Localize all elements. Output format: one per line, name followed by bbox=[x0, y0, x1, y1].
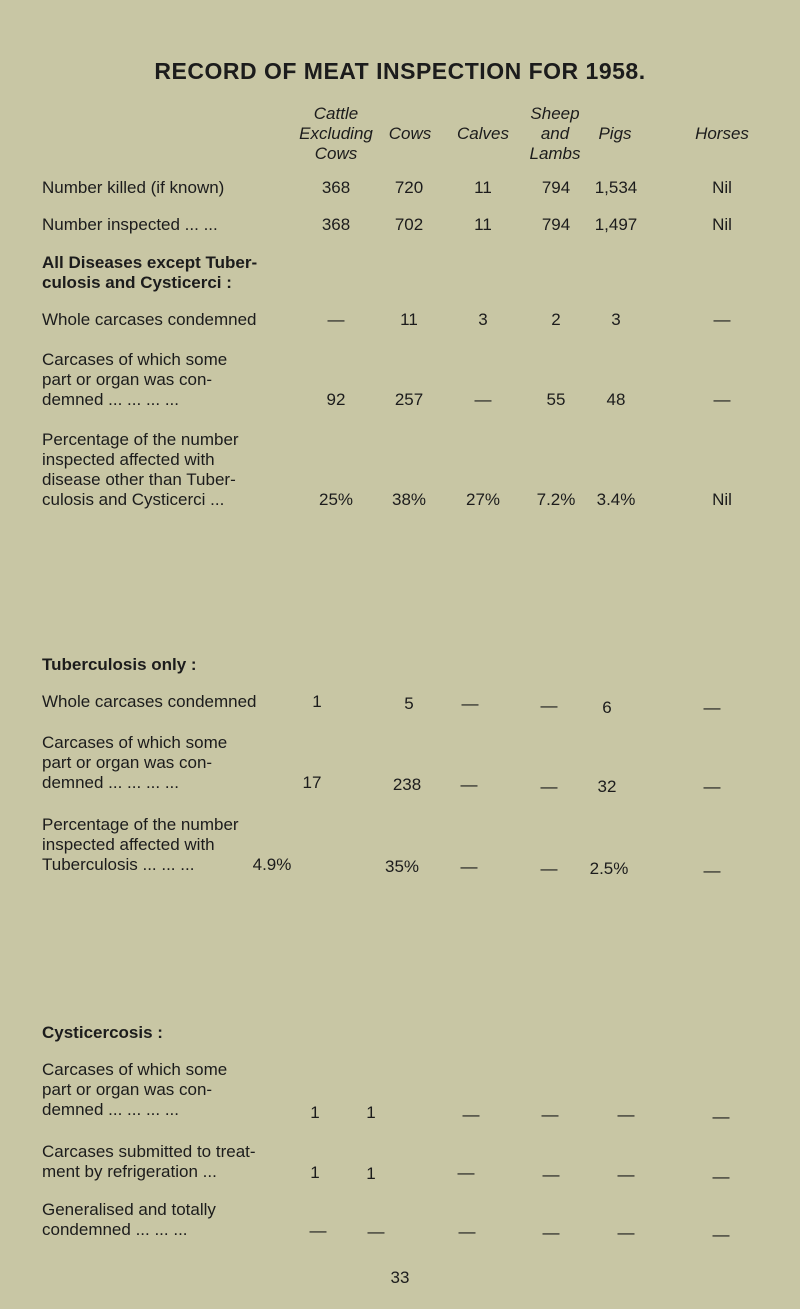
cell-cyst-gen-cows: — bbox=[367, 1222, 385, 1241]
cell-tb-pct-pigs: 2.5% bbox=[589, 859, 629, 878]
cell-cyst-gen-sheep: — bbox=[542, 1223, 560, 1242]
cell-tb-pct-cattle: 4.9% bbox=[252, 855, 292, 874]
cell-tb-whole-pigs: 6 bbox=[602, 698, 612, 717]
cell-inspected-sheep: 794 bbox=[541, 215, 571, 234]
cell-pct-calves: 27% bbox=[465, 490, 501, 509]
cell-pct-cattle: 25% bbox=[318, 490, 354, 509]
cell-killed-pigs: 1,534 bbox=[594, 178, 638, 197]
cell-part-horses: — bbox=[713, 390, 731, 409]
cell-tb-whole-sheep: — bbox=[540, 696, 558, 715]
page-number: 33 bbox=[390, 1268, 410, 1287]
cell-tb-part-calves: — bbox=[460, 775, 478, 794]
cell-killed-cattle: 368 bbox=[321, 178, 351, 197]
section-heading-cysticercosis: Cysticercosis : bbox=[42, 1023, 163, 1042]
page-title: RECORD OF MEAT INSPECTION FOR 1958. bbox=[154, 58, 646, 84]
row-label-percentage-other: Percentage of the number inspected affected with disease other than Tuber- culosis and Cysticerci ... bbox=[42, 430, 239, 509]
cell-cyst-part-cows: 1 bbox=[366, 1103, 376, 1122]
cell-part-calves: — bbox=[474, 390, 492, 409]
cell-tb-whole-cows: 5 bbox=[404, 694, 414, 713]
row-label-number-inspected: Number inspected ... ... bbox=[42, 215, 218, 234]
cell-cyst-refrig-horses: — bbox=[712, 1167, 730, 1186]
cell-killed-calves: 11 bbox=[474, 178, 492, 197]
row-label-cyst-generalised: Generalised and totally condemned ... ... ... bbox=[42, 1200, 216, 1239]
column-header-cows: Cows bbox=[388, 124, 432, 143]
row-label-number-killed: Number killed (if known) bbox=[42, 178, 225, 197]
cell-inspected-horses: Nil bbox=[712, 215, 732, 234]
cell-tb-pct-horses: — bbox=[703, 861, 721, 880]
column-header-cattle: Cattle Excluding Cows bbox=[299, 104, 373, 163]
cell-pct-pigs: 3.4% bbox=[596, 490, 636, 509]
row-label-cyst-refrigeration: Carcases submitted to treat- ment by refrigeration ... bbox=[42, 1142, 256, 1181]
cell-inspected-cattle: 368 bbox=[321, 215, 351, 234]
row-label-tb-whole: Whole carcases condemned bbox=[42, 692, 257, 711]
cell-cyst-part-calves: — bbox=[462, 1105, 480, 1124]
cell-cyst-part-pigs: — bbox=[617, 1105, 635, 1124]
column-header-sheep: Sheep and Lambs bbox=[529, 104, 581, 163]
cell-inspected-pigs: 1,497 bbox=[594, 215, 638, 234]
cell-pct-horses: Nil bbox=[712, 490, 732, 509]
cell-cyst-gen-horses: — bbox=[712, 1225, 730, 1244]
column-header-horses: Horses bbox=[695, 124, 749, 143]
cell-part-sheep: 55 bbox=[546, 390, 566, 409]
cell-tb-whole-cattle: 1 bbox=[312, 692, 322, 711]
cell-whole-cows: 11 bbox=[400, 310, 418, 329]
cell-whole-calves: 3 bbox=[478, 310, 488, 329]
cell-tb-part-horses: — bbox=[703, 777, 721, 796]
cell-cyst-gen-calves: — bbox=[458, 1222, 476, 1241]
cell-cyst-part-horses: — bbox=[712, 1107, 730, 1126]
cell-tb-whole-horses: — bbox=[703, 698, 721, 717]
section-heading-all-diseases: All Diseases except Tuber- culosis and Cysticerci : bbox=[42, 253, 258, 292]
cell-inspected-cows: 702 bbox=[394, 215, 424, 234]
cell-tb-part-cattle: 17 bbox=[302, 773, 322, 792]
row-label-tb-part: Carcases of which some part or organ was con- demned ... ... ... ... bbox=[42, 733, 228, 792]
row-label-cyst-part: Carcases of which some part or organ was con- demned ... ... ... ... bbox=[42, 1060, 228, 1119]
cell-killed-sheep: 794 bbox=[541, 178, 571, 197]
cell-killed-cows: 720 bbox=[394, 178, 424, 197]
cell-pct-cows: 38% bbox=[391, 490, 427, 509]
cell-tb-pct-sheep: — bbox=[540, 859, 558, 878]
cell-tb-pct-cows: 35% bbox=[384, 857, 420, 876]
cell-part-cows: 257 bbox=[394, 390, 424, 409]
cell-cyst-gen-pigs: — bbox=[617, 1223, 635, 1242]
cell-whole-pigs: 3 bbox=[611, 310, 621, 329]
cell-inspected-calves: 11 bbox=[474, 215, 492, 234]
cell-cyst-part-cattle: 1 bbox=[310, 1103, 320, 1122]
cell-part-pigs: 48 bbox=[606, 390, 626, 409]
cell-cyst-refrig-pigs: — bbox=[617, 1165, 635, 1184]
cell-killed-horses: Nil bbox=[712, 178, 732, 197]
cell-whole-horses: — bbox=[713, 310, 731, 329]
cell-tb-pct-calves: — bbox=[460, 857, 478, 876]
cell-tb-part-cows: 238 bbox=[392, 775, 422, 794]
cell-tb-part-pigs: 32 bbox=[597, 777, 617, 796]
cell-cyst-gen-cattle: — bbox=[309, 1221, 327, 1240]
column-header-calves: Calves bbox=[457, 124, 509, 143]
section-heading-tuberculosis: Tuberculosis only : bbox=[42, 655, 197, 674]
row-label-whole-condemned: Whole carcases condemned bbox=[42, 310, 257, 329]
row-label-tb-percentage: Percentage of the number inspected affected with Tuberculosis ... ... ... bbox=[42, 815, 239, 874]
column-header-pigs: Pigs bbox=[598, 124, 632, 143]
row-label-part-condemned: Carcases of which some part or organ was con- demned ... ... ... ... bbox=[42, 350, 228, 409]
cell-part-cattle: 92 bbox=[326, 390, 346, 409]
cell-tb-part-sheep: — bbox=[540, 777, 558, 796]
cell-cyst-refrig-sheep: — bbox=[542, 1165, 560, 1184]
cell-cyst-refrig-cows: 1 bbox=[366, 1164, 376, 1183]
cell-cyst-refrig-calves: — bbox=[457, 1163, 475, 1182]
cell-pct-sheep: 7.2% bbox=[536, 490, 576, 509]
cell-cyst-part-sheep: — bbox=[541, 1105, 559, 1124]
cell-whole-sheep: 2 bbox=[551, 310, 561, 329]
cell-whole-cattle: — bbox=[327, 310, 345, 329]
cell-tb-whole-calves: — bbox=[461, 694, 479, 713]
cell-cyst-refrig-cattle: 1 bbox=[310, 1163, 320, 1182]
